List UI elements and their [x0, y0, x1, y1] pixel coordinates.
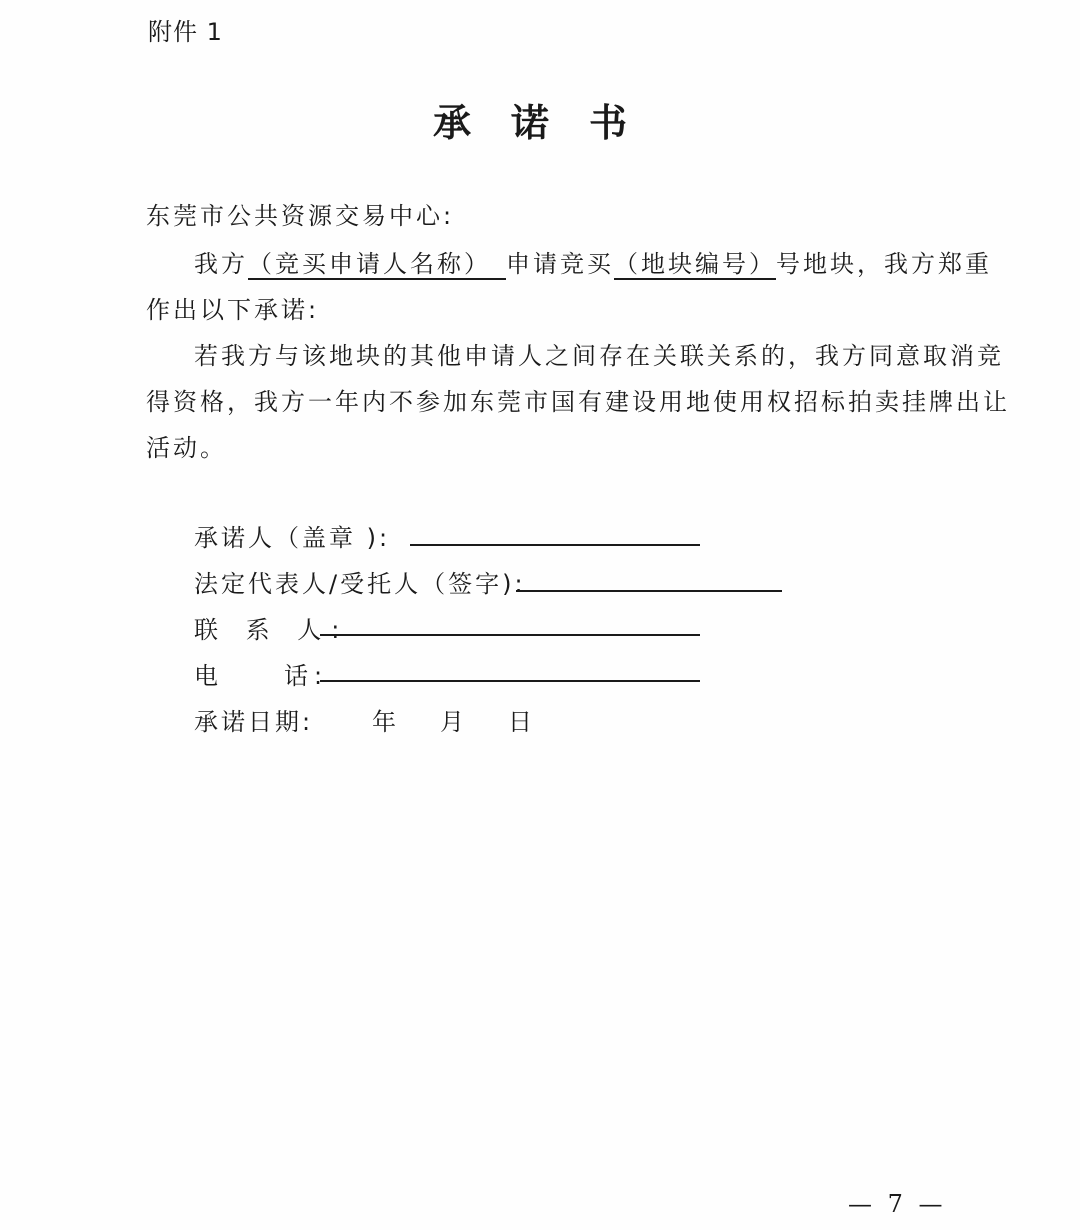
p1-mid: 申请竞买	[506, 250, 614, 278]
p1-prefix: 我方	[194, 250, 248, 278]
date-label: 承诺日期:	[194, 708, 314, 736]
phone-field-line[interactable]	[320, 680, 700, 682]
contact-label: 联 系 人:	[194, 616, 350, 644]
paragraph-1-line-2: 作出以下承诺:	[146, 296, 320, 324]
date-value: 年 月 日	[372, 708, 542, 736]
paragraph-2-line-2: 得资格，我方一年内不参加东莞市国有建设用地使用权招标拍卖挂牌出让	[146, 388, 1010, 416]
legal-rep-signature-line[interactable]	[516, 590, 782, 592]
paragraph-1-line-1	[194, 244, 992, 279]
paragraph-2-line-1: 若我方与该地块的其他申请人之间存在关联关系的，我方同意取消竞	[194, 342, 1004, 370]
p1-suffix: 号地块，我方郑重	[776, 250, 992, 278]
applicant-name-blank-tail	[479, 250, 506, 278]
parcel-number-blank: （地块编号）	[614, 250, 776, 278]
contact-field-line[interactable]	[320, 634, 700, 636]
page-number: — 7 —	[848, 1190, 947, 1218]
addressee: 东莞市公共资源交易中心:	[146, 202, 455, 230]
paragraph-2-line-3: 活动。	[146, 434, 227, 462]
applicant-name-blank: （竞买申请人名称）	[248, 250, 479, 278]
document-title: 承诺书	[432, 100, 667, 145]
phone-label: 电 话:	[194, 662, 329, 690]
promisor-signature-line[interactable]	[410, 544, 700, 546]
legal-rep-label: 法定代表人/受托人（签字):	[194, 570, 526, 598]
promisor-label: 承诺人（盖章 ):	[194, 524, 391, 552]
attachment-label: 附件 1	[148, 18, 223, 46]
